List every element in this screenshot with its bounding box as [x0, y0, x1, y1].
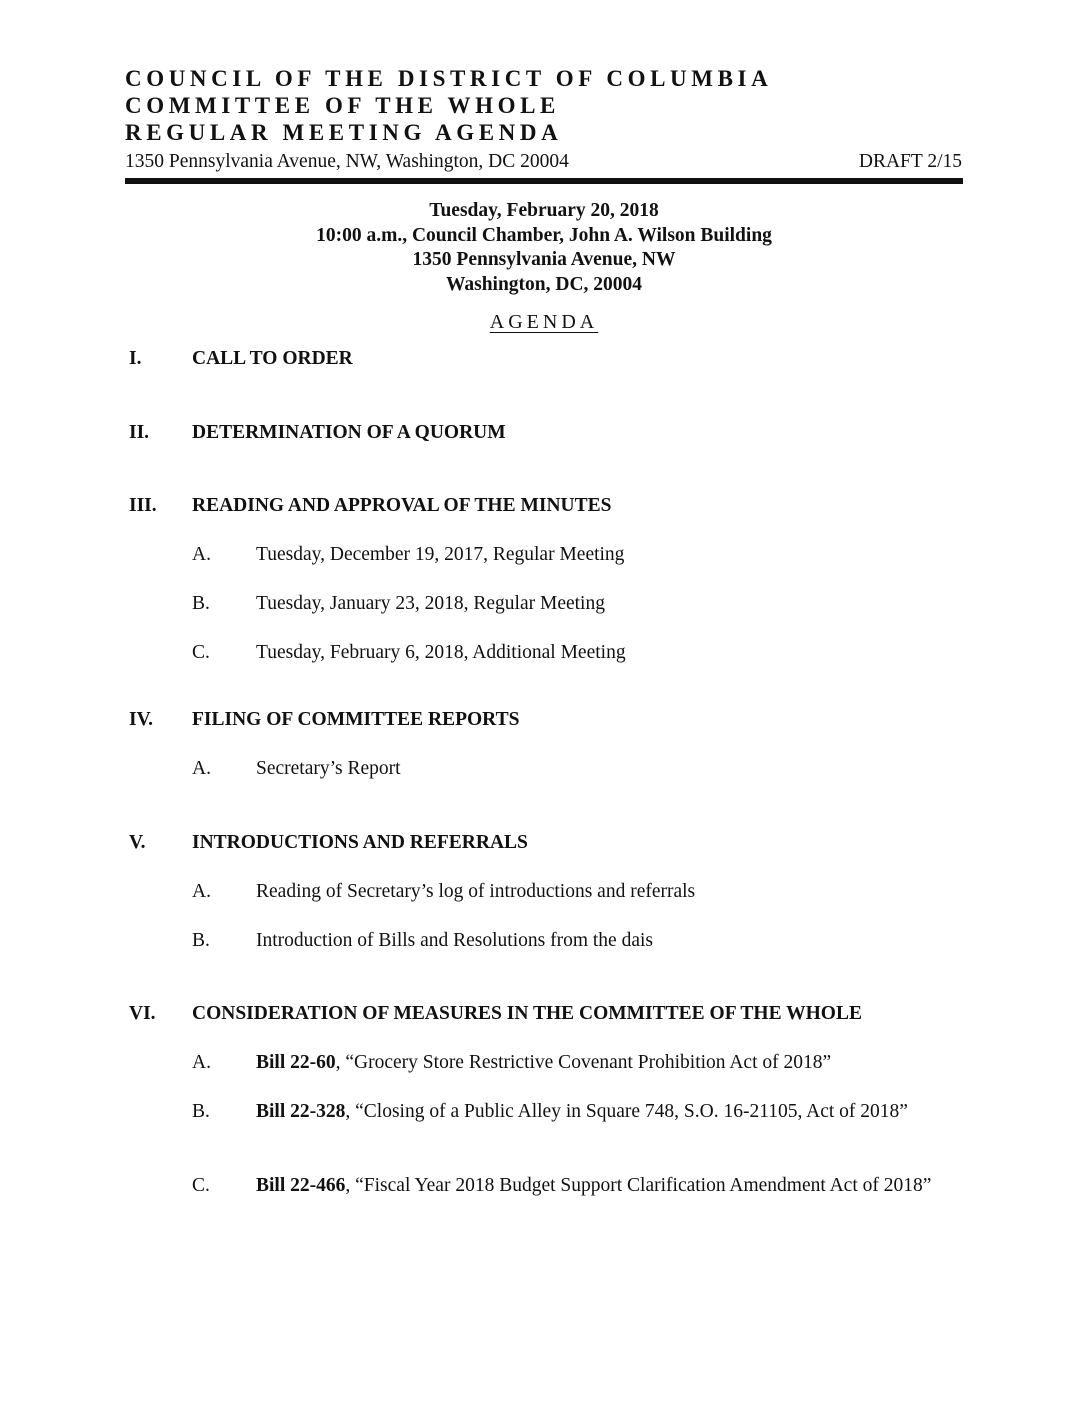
item-text: Secretary’s Report — [256, 758, 401, 779]
address-row — [125, 150, 962, 174]
agenda-heading — [0, 309, 1088, 335]
section-number: I. — [129, 348, 142, 369]
section-number: IV. — [129, 709, 154, 730]
committee-title: COMMITTEE OF THE WHOLE — [125, 93, 560, 118]
section-title: CALL TO ORDER — [192, 348, 353, 369]
item-text — [256, 1174, 956, 1198]
item-letter: A. — [192, 758, 211, 779]
meeting-time-place: 10:00 a.m., Council Chamber, John A. Wilson Building — [316, 224, 772, 246]
bill-number: Bill 22-60 — [256, 1052, 336, 1073]
section-number: V. — [129, 832, 146, 853]
bill-number: Bill 22-466 — [256, 1175, 346, 1196]
section-number: II. — [129, 422, 150, 443]
item-letter: A. — [192, 544, 211, 565]
section-title: INTRODUCTIONS AND REFERRALS — [192, 832, 528, 853]
header-address: 1350 Pennsylvania Avenue, NW, Washington, DC 20004 — [125, 151, 569, 172]
item-letter: A. — [192, 881, 211, 902]
bill-title: , “Grocery Store Restrictive Covenant Prohibition Act of 2018” — [335, 1052, 832, 1073]
item-letter: C. — [192, 1175, 210, 1196]
item-text: Tuesday, February 6, 2018, Additional Meeting — [256, 642, 626, 663]
meeting-info — [0, 199, 1088, 297]
bill-number: Bill 22-328 — [256, 1101, 346, 1122]
item-letter: C. — [192, 642, 210, 663]
draft-label: DRAFT 2/15 — [858, 151, 962, 172]
council-title: COUNCIL OF THE DISTRICT OF COLUMBIA — [125, 66, 773, 91]
meeting-type-title: REGULAR MEETING AGENDA — [125, 120, 563, 145]
meeting-street: 1350 Pennsylvania Avenue, NW — [412, 249, 676, 270]
section-number: VI. — [129, 1003, 156, 1024]
item-letter: A. — [192, 1052, 211, 1073]
section-title: READING AND APPROVAL OF THE MINUTES — [192, 495, 612, 516]
section-title: FILING OF COMMITTEE REPORTS — [192, 709, 520, 730]
bill-title: , “Closing of a Public Alley in Square 748, S.O. 16-21105, Act of 2018” — [345, 1101, 908, 1122]
agenda-heading-text: AGENDA — [489, 311, 599, 333]
item-text — [256, 1051, 956, 1075]
item-letter: B. — [192, 593, 210, 614]
item-letter: B. — [192, 1101, 210, 1122]
section-number: III. — [129, 495, 157, 516]
section-title: DETERMINATION OF A QUORUM — [192, 422, 506, 443]
item-text — [256, 1100, 956, 1124]
item-text: Tuesday, December 19, 2017, Regular Meeting — [256, 544, 625, 565]
meeting-date: Tuesday, February 20, 2018 — [429, 200, 659, 221]
header-rule — [125, 178, 963, 184]
section-title: CONSIDERATION OF MEASURES IN THE COMMITTEE OF THE WHOLE — [192, 1003, 862, 1024]
item-text: Reading of Secretary’s log of introductions and referrals — [256, 881, 696, 902]
meeting-city: Washington, DC, 20004 — [445, 273, 643, 295]
bill-title: , “Fiscal Year 2018 Budget Support Clarification Amendment Act of 2018” — [345, 1175, 932, 1196]
item-letter: B. — [192, 930, 210, 951]
item-text: Introduction of Bills and Resolutions from the dais — [256, 930, 653, 951]
item-text: Tuesday, January 23, 2018, Regular Meeting — [256, 593, 605, 614]
